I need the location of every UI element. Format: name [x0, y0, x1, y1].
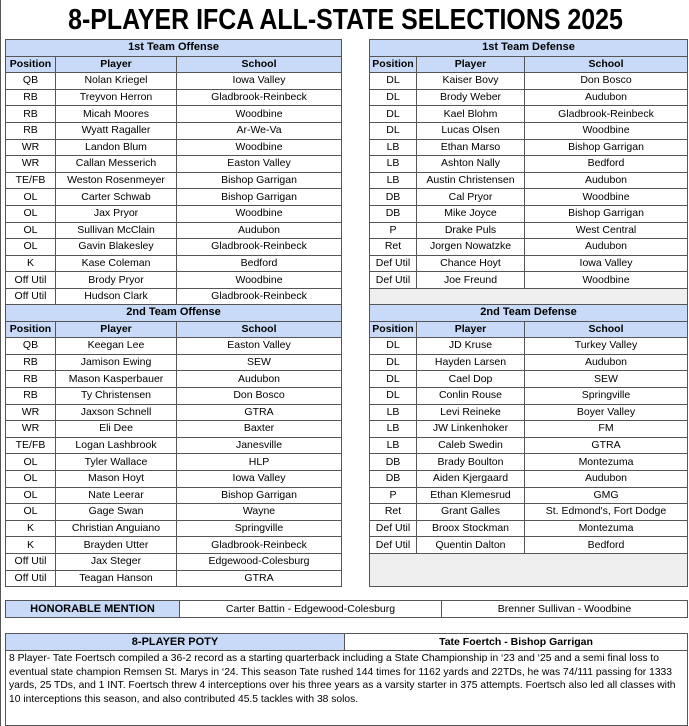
position-cell: WR [6, 156, 56, 173]
school-cell: Woodbine [525, 122, 688, 139]
table-row [6, 404, 342, 421]
table-row [370, 239, 688, 256]
school-cell: SEW [177, 354, 342, 371]
table-row [6, 189, 342, 206]
table-row [6, 89, 342, 106]
position-cell: QB [6, 73, 56, 90]
position-cell: RB [6, 89, 56, 106]
school-cell: Audubon [525, 239, 688, 256]
player-cell: Wyatt Ragaller [56, 122, 177, 139]
school-cell: GTRA [525, 437, 688, 454]
second-team-defense-table [369, 304, 687, 587]
position-cell: OL [6, 239, 56, 256]
position-cell: RB [6, 371, 56, 388]
player-cell: Hayden Larsen [417, 354, 525, 371]
player-cell: Brody Weber [417, 89, 525, 106]
player-cell: Jamison Ewing [56, 354, 177, 371]
player-cell: Drake Puls [417, 222, 525, 239]
player-cell: Mike Joyce [417, 205, 525, 222]
table-row [370, 404, 688, 421]
player-cell: Landon Blum [56, 139, 177, 156]
school-cell: Gladbrook-Reinbeck [177, 288, 342, 305]
column-header-school: School [177, 321, 342, 338]
table-row [6, 470, 342, 487]
position-cell: P [370, 487, 417, 504]
poty-table [5, 633, 688, 726]
empty-filler-row [370, 553, 688, 586]
table-row [6, 73, 342, 90]
honorable-mention-label: HONORABLE MENTION [6, 601, 180, 618]
position-cell: RB [6, 387, 56, 404]
player-cell: Christian Anguiano [56, 520, 177, 537]
table-row [370, 122, 688, 139]
player-cell: Brody Pryor [56, 272, 177, 289]
player-cell: Sullivan McClain [56, 222, 177, 239]
school-cell: Bedford [525, 537, 688, 554]
section-heading-row [6, 305, 342, 322]
player-cell: Jax Pryor [56, 205, 177, 222]
player-cell: Joe Freund [417, 272, 525, 289]
column-header-school: School [525, 56, 688, 73]
player-cell: Caleb Swedin [417, 437, 525, 454]
school-cell: Wayne [177, 504, 342, 521]
table-row [370, 156, 688, 173]
column-header-school: School [525, 321, 688, 338]
school-cell: St. Edmond's, Fort Dodge [525, 504, 688, 521]
table-row [370, 222, 688, 239]
school-cell: Bishop Garrigan [177, 172, 342, 189]
table-row [370, 371, 688, 388]
table-row [6, 139, 342, 156]
section-heading-row [370, 305, 688, 322]
table-row [6, 205, 342, 222]
table-row [6, 371, 342, 388]
table-row [6, 222, 342, 239]
position-cell: DB [370, 189, 417, 206]
school-cell: Audubon [525, 89, 688, 106]
table-row [6, 387, 342, 404]
first-team-defense-table [369, 39, 687, 306]
table-row [6, 520, 342, 537]
table-row [370, 189, 688, 206]
player-cell: Mason Kasperbauer [56, 371, 177, 388]
table-row [6, 553, 342, 570]
school-cell: Bishop Garrigan [525, 205, 688, 222]
position-cell: DL [370, 338, 417, 355]
player-cell: Conlin Rouse [417, 387, 525, 404]
position-cell: DL [370, 387, 417, 404]
position-cell: Ret [370, 504, 417, 521]
school-cell: FM [525, 421, 688, 438]
table-row [370, 520, 688, 537]
section-heading: 2nd Team Defense [370, 305, 688, 322]
position-cell: WR [6, 421, 56, 438]
position-cell: Def Util [370, 520, 417, 537]
position-cell: OL [6, 470, 56, 487]
player-cell: Logan Lashbrook [56, 437, 177, 454]
table-row [6, 106, 342, 123]
school-cell: West Central [525, 222, 688, 239]
position-cell: LB [370, 437, 417, 454]
position-cell: OL [6, 487, 56, 504]
player-cell: Cal Pryor [417, 189, 525, 206]
school-cell: Don Bosco [177, 387, 342, 404]
table-row [370, 454, 688, 471]
column-header-position: Position [370, 56, 417, 73]
position-cell: LB [370, 172, 417, 189]
school-cell: Woodbine [177, 205, 342, 222]
player-cell: Keegan Lee [56, 338, 177, 355]
table-row [370, 73, 688, 90]
table-row [370, 487, 688, 504]
table-row [370, 106, 688, 123]
player-cell: Jaxson Schnell [56, 404, 177, 421]
table-row [370, 470, 688, 487]
table-row [6, 272, 342, 289]
position-cell: DB [370, 205, 417, 222]
player-cell: Lucas Olsen [417, 122, 525, 139]
school-cell: Ar-We-Va [177, 122, 342, 139]
school-cell: GTRA [177, 404, 342, 421]
table-row [6, 255, 342, 272]
school-cell: GMG [525, 487, 688, 504]
position-cell: RB [6, 122, 56, 139]
position-cell: OL [6, 189, 56, 206]
player-cell: Tyler Wallace [56, 454, 177, 471]
player-cell: JD Kruse [417, 338, 525, 355]
player-cell: Grant Galles [417, 504, 525, 521]
section-heading-row [370, 40, 688, 57]
position-cell: WR [6, 139, 56, 156]
position-cell: DL [370, 89, 417, 106]
school-cell: Woodbine [525, 272, 688, 289]
school-cell: Audubon [525, 354, 688, 371]
table-row [6, 122, 342, 139]
player-cell: Gavin Blakesley [56, 239, 177, 256]
table-row [370, 421, 688, 438]
position-cell: Def Util [370, 272, 417, 289]
column-header-player: Player [56, 321, 177, 338]
column-header-row [370, 321, 688, 338]
table-row [6, 487, 342, 504]
school-cell: Bishop Garrigan [177, 189, 342, 206]
table-row [370, 354, 688, 371]
honorable-mention-table [5, 600, 688, 618]
school-cell: Gladbrook-Reinbeck [177, 239, 342, 256]
position-cell: DB [370, 470, 417, 487]
school-cell: Iowa Valley [177, 73, 342, 90]
player-cell: Eli Dee [56, 421, 177, 438]
school-cell: Iowa Valley [525, 255, 688, 272]
school-cell: Springville [525, 387, 688, 404]
position-cell: DL [370, 122, 417, 139]
school-cell: Edgewood-Colesburg [177, 553, 342, 570]
empty-filler [370, 288, 688, 305]
school-cell: Turkey Valley [525, 338, 688, 355]
position-cell: K [6, 255, 56, 272]
position-cell: DB [370, 454, 417, 471]
school-cell: GTRA [177, 570, 342, 587]
position-cell: DL [370, 354, 417, 371]
position-cell: QB [6, 338, 56, 355]
player-cell: Ty Christensen [56, 387, 177, 404]
section-heading-row [6, 40, 342, 57]
first-team-offense-table [5, 39, 341, 306]
position-cell: TE/FB [6, 172, 56, 189]
school-cell: Bishop Garrigan [525, 139, 688, 156]
column-header-row [6, 56, 342, 73]
school-cell: SEW [525, 371, 688, 388]
school-cell: Woodbine [525, 189, 688, 206]
empty-filler [370, 553, 688, 586]
position-cell: LB [370, 156, 417, 173]
page-title: 8-PLAYER IFCA ALL-STATE SELECTIONS 2025 [68, 4, 623, 36]
column-header-player: Player [417, 321, 525, 338]
position-cell: OL [6, 454, 56, 471]
player-cell: Kaiser Bovy [417, 73, 525, 90]
empty-filler-row [370, 288, 688, 305]
column-header-position: Position [6, 321, 56, 338]
table-row [370, 437, 688, 454]
column-header-position: Position [370, 321, 417, 338]
position-cell: K [6, 520, 56, 537]
position-cell: Off Util [6, 570, 56, 587]
position-cell: Ret [370, 239, 417, 256]
player-cell: Ashton Nally [417, 156, 525, 173]
school-cell: Audubon [525, 172, 688, 189]
column-header-player: Player [56, 56, 177, 73]
column-header-position: Position [6, 56, 56, 73]
table-row [6, 156, 342, 173]
table-row [6, 288, 342, 305]
player-cell: Micah Moores [56, 106, 177, 123]
section-heading: 2nd Team Offense [6, 305, 342, 322]
honorable-mention-entry: Carter Battin - Edgewood-Colesburg [180, 601, 442, 618]
player-cell: Jax Steger [56, 553, 177, 570]
school-cell: Easton Valley [177, 338, 342, 355]
player-cell: Hudson Clark [56, 288, 177, 305]
school-cell: Iowa Valley [177, 470, 342, 487]
position-cell: Off Util [6, 272, 56, 289]
column-header-school: School [177, 56, 342, 73]
position-cell: DL [370, 371, 417, 388]
school-cell: Montezuma [525, 520, 688, 537]
position-cell: RB [6, 354, 56, 371]
table-row [370, 537, 688, 554]
table-row [370, 338, 688, 355]
table-row [6, 354, 342, 371]
position-cell: Off Util [6, 553, 56, 570]
position-cell: WR [6, 404, 56, 421]
school-cell: Baxter [177, 421, 342, 438]
position-cell: P [370, 222, 417, 239]
position-cell: LB [370, 421, 417, 438]
player-cell: Jorgen Nowatzke [417, 239, 525, 256]
school-cell: Audubon [177, 371, 342, 388]
player-cell: Teagan Hanson [56, 570, 177, 587]
school-cell: Montezuma [525, 454, 688, 471]
player-cell: Kase Coleman [56, 255, 177, 272]
school-cell: Audubon [177, 222, 342, 239]
honorable-mention-entry: Brenner Sullivan - Woodbine [442, 601, 688, 618]
table-row [370, 205, 688, 222]
table-row [370, 89, 688, 106]
position-cell: Off Util [6, 288, 56, 305]
school-cell: Bishop Garrigan [177, 487, 342, 504]
player-cell: Brayden Utter [56, 537, 177, 554]
player-cell: Austin Christensen [417, 172, 525, 189]
table-row [6, 239, 342, 256]
school-cell: HLP [177, 454, 342, 471]
player-cell: Ethan Klemesrud [417, 487, 525, 504]
player-cell: JW Linkenhoker [417, 421, 525, 438]
table-row [370, 504, 688, 521]
table-row [6, 172, 342, 189]
school-cell: Don Bosco [525, 73, 688, 90]
second-team-offense-table [5, 304, 341, 587]
school-cell: Springville [177, 520, 342, 537]
position-cell: OL [6, 504, 56, 521]
poty-name: Tate Foertch - Bishop Garrigan [345, 634, 688, 651]
table-row [370, 272, 688, 289]
column-header-row [6, 321, 342, 338]
table-row [6, 338, 342, 355]
school-cell: Gladbrook-Reinbeck [525, 106, 688, 123]
player-cell: Nolan Kriegel [56, 73, 177, 90]
player-cell: Chance Hoyt [417, 255, 525, 272]
player-cell: Broox Stockman [417, 520, 525, 537]
player-cell: Carter Schwab [56, 189, 177, 206]
section-heading: 1st Team Defense [370, 40, 688, 57]
school-cell: Woodbine [177, 272, 342, 289]
poty-label: 8-PLAYER POTY [6, 634, 345, 651]
school-cell: Audubon [525, 470, 688, 487]
position-cell: RB [6, 106, 56, 123]
player-cell: Callan Messerich [56, 156, 177, 173]
position-cell: DL [370, 106, 417, 123]
table-row [6, 537, 342, 554]
player-cell: Aiden Kjergaard [417, 470, 525, 487]
school-cell: Woodbine [177, 139, 342, 156]
position-cell: Def Util [370, 255, 417, 272]
school-cell: Gladbrook-Reinbeck [177, 89, 342, 106]
position-cell: TE/FB [6, 437, 56, 454]
position-cell: LB [370, 139, 417, 156]
table-row [370, 255, 688, 272]
table-row [6, 504, 342, 521]
player-cell: Gage Swan [56, 504, 177, 521]
school-cell: Woodbine [177, 106, 342, 123]
column-header-row [370, 56, 688, 73]
position-cell: Def Util [370, 537, 417, 554]
position-cell: LB [370, 404, 417, 421]
section-heading: 1st Team Offense [6, 40, 342, 57]
table-row [6, 437, 342, 454]
player-cell: Brady Boulton [417, 454, 525, 471]
player-cell: Quentin Dalton [417, 537, 525, 554]
player-cell: Treyvon Herron [56, 89, 177, 106]
player-cell: Cael Dop [417, 371, 525, 388]
position-cell: OL [6, 222, 56, 239]
table-row [370, 172, 688, 189]
position-cell: OL [6, 205, 56, 222]
table-row [370, 387, 688, 404]
school-cell: Boyer Valley [525, 404, 688, 421]
table-row [6, 421, 342, 438]
column-header-player: Player [417, 56, 525, 73]
position-cell: DL [370, 73, 417, 90]
school-cell: Janesville [177, 437, 342, 454]
school-cell: Gladbrook-Reinbeck [177, 537, 342, 554]
player-cell: Mason Hoyt [56, 470, 177, 487]
position-cell: K [6, 537, 56, 554]
table-row [6, 454, 342, 471]
table-row [6, 570, 342, 587]
school-cell: Easton Valley [177, 156, 342, 173]
table-row [370, 139, 688, 156]
school-cell: Bedford [525, 156, 688, 173]
player-cell: Nate Leerar [56, 487, 177, 504]
player-cell: Ethan Marso [417, 139, 525, 156]
player-cell: Weston Rosenmeyer [56, 172, 177, 189]
player-cell: Kael Blohm [417, 106, 525, 123]
player-cell: Levi Reineke [417, 404, 525, 421]
poty-description: 8 Player- Tate Foertsch compiled a 36-2 record as a starting quarterback including a State Championship in ‘23 and ‘25 and a semi final loss to eventual state champion Remsen St. Marys in ‘24. This season Tate rushed 144 times for 1162 yards and 22TDs, he was 74/111 passing for 1333 yards, 25 TDs, and 1 INT. Foertsch threw 4 interceptions over his three years as a varsity starter in 375 attempts. Foertsch also led all classes with 10 interceptions this season, and also contributed 45.5 tackles with 38 solos. [6, 651, 688, 726]
school-cell: Bedford [177, 255, 342, 272]
